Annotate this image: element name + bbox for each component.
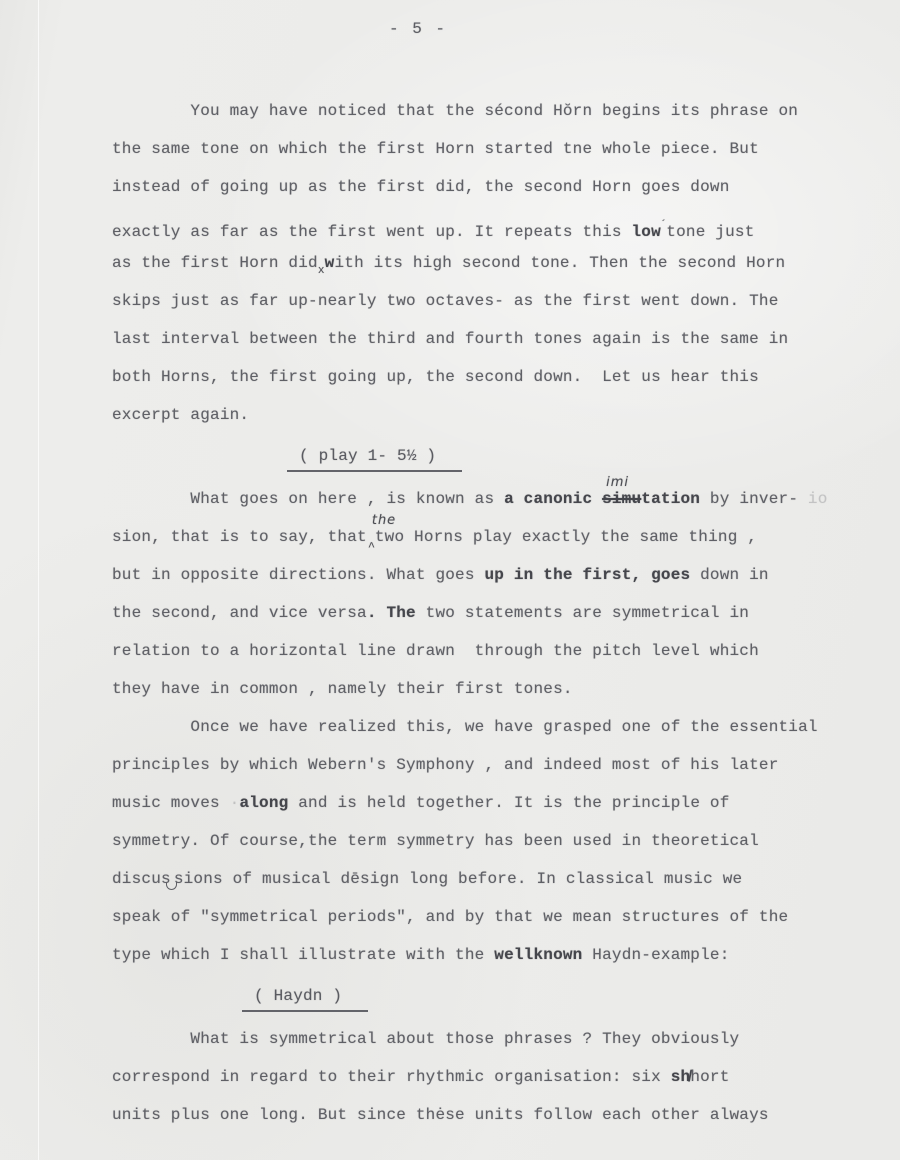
- page-number: - 5 -: [388, 20, 447, 38]
- handwritten-insertion: imi: [606, 475, 629, 490]
- typed-line: What goes on here , is known as a canonic simu imi tation by inver- io: [112, 475, 828, 508]
- typescript-page: [0, 78, 900, 1134]
- typed-line: exactly as far as the first went up. It repeats this low´tone just: [112, 218, 755, 241]
- typed-line: What is symmetrical about those phrases ? They obviously: [112, 1030, 740, 1048]
- typed-line: excerpt again.: [112, 406, 250, 424]
- typed-line: units plus one long. But since thėse units follow each other always: [112, 1106, 769, 1124]
- typed-line: the same tone on which the first Horn started tne whole piece. But: [112, 140, 759, 158]
- section-heading-label: ( play 1- 5½ ): [287, 445, 462, 472]
- typed-line: skips just as far up-nearly two octaves- as the first went down. The: [112, 292, 779, 310]
- typed-line: sion, that is to say, that^ the two Horns play exactly the same thing ,: [112, 513, 758, 554]
- typed-line: both Horns, the first going up, the second down. Let us hear this: [112, 368, 759, 386]
- typed-line: relation to a horizontal line drawn through the pitch level which: [112, 642, 759, 660]
- typed-line: symmetry. Of course,the term symmetry has been used in theoretical: [112, 832, 759, 850]
- typed-line: they have in common , namely their first tones.: [112, 680, 573, 698]
- typed-line: type which I shall illustrate with the wellknown Haydn-example:: [112, 946, 730, 964]
- typed-line: You may have noticed that the sécond Hŏrn begins its phrase on: [112, 102, 799, 120]
- section-heading: [242, 976, 900, 1016]
- section-heading: [287, 436, 900, 476]
- handwritten-insertion: the: [371, 513, 397, 528]
- typed-line: discus sions of musical dēsign long before. In classical music we: [112, 870, 743, 888]
- typed-line: last interval between the third and fourth tones again is the same in: [112, 330, 789, 348]
- typed-line: music moves ·along and is held together. It is the principle of: [112, 794, 730, 812]
- typed-line: the second, and vice versa. The two statements are symmetrical in: [112, 604, 750, 622]
- typed-line: speak of "symmetrical periods", and by that we mean structures of the: [112, 908, 789, 926]
- section-heading-label: ( Haydn ): [242, 985, 368, 1012]
- typed-line: principles by which Webern's Symphony , and indeed most of his later: [112, 756, 779, 774]
- typed-line: as the first Horn did$_x$with its high second tone. Then the second Horn: [112, 254, 786, 277]
- typed-line: Once we have realized this, we have grasped one of the essential: [112, 718, 818, 736]
- typed-line: instead of going up as the first did, the second Horn goes down: [112, 178, 730, 196]
- typed-line: but in opposite directions. What goes up in the first, goes down in: [112, 566, 769, 584]
- typed-line: correspond in regard to their rhythmic organisation: six sh̸hort: [112, 1068, 730, 1086]
